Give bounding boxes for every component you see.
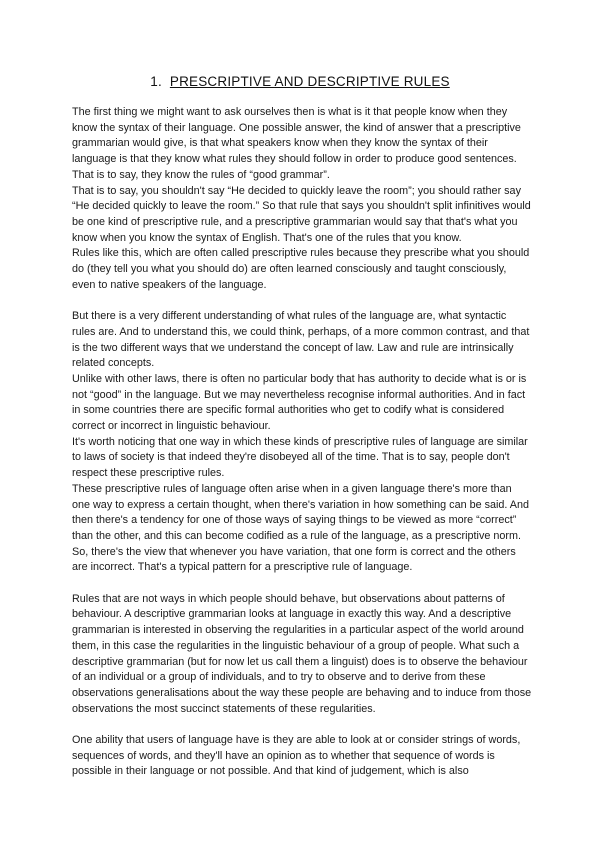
paragraph-2: That is to say, you shouldn't say “He decided to quickly leave the room”; you should rather say “He decided quickly to leave the room.” So that rule that says you shouldn't split infinitives would be one kind of prescriptive rule, and a prescriptive grammarian would say that that's what you know when you know the syntax of English. That's one of the rules that you know. xyxy=(72,184,531,244)
paragraph-8: Rules that are not ways in which people should behave, but observations about patterns of behaviour. A descriptive grammarian looks at language in exactly this way. And a descriptive grammarian is interested in observing the regularities in a particular aspect of the world around them, in this case the regularities in the linguistic behaviour of a group of people. What such a descriptive grammarian (but for now let us call them a linguist) does is to observe the behaviour of an individual or a group of individuals, and to try to observe and to derive from these observations generalisations about the way these people are behaving and to induce from those observations the most succinct statements of these regularities. xyxy=(72,592,532,715)
section-heading xyxy=(0,74,600,89)
paragraph-9: One ability that users of language have is they are able to look at or consider strings of words, sequences of words, and they'll have an opinion as to whether that sequence of words is possible in their language or not possible. And that kind of judgement, which is also xyxy=(72,734,521,778)
paragraph-3: Rules like this, which are often called prescriptive rules because they prescribe what you should do (they tell you what you should do) are often learned consciously and taught consciously, even to native speakers of the language. xyxy=(72,247,530,291)
paragraph-5: Unlike with other laws, there is often no particular body that has authority to decide what is or is not “good” in the language. But we may nevertheless recognise informal authorities. And in fact in some countries there are specific formal authorities who get to codify what is considered correct or incorrect in linguistic behaviour. xyxy=(72,372,527,433)
paragraph-7: These prescriptive rules of language often arise when in a given language there's more than one way to express a certain thought, when there's variation in how something can be said. And then there's a tendency for one of those ways of saying things to be viewed as more “correct” than the other, and this can become codified as a rule of the language, as a prescriptive norm. So, there's the view that whenever you have variation, that one form is correct and the others are incorrect. That's a typical pattern for a prescriptive rule of language. xyxy=(72,482,530,574)
document-body xyxy=(72,105,532,780)
paragraph-1: The first thing we might want to ask ourselves then is what is it that people know when they know the syntax of their language. One possible answer, the kind of answer that a prescriptive grammarian would give, is that what speakers know when they know the syntax of their language is that they know what rules they should follow in order to produce good sentences. That is to say, they know the rules of “good grammar”. xyxy=(72,106,521,181)
section-title: PRESCRIPTIVE AND DESCRIPTIVE RULES xyxy=(169,74,450,89)
section-number: 1. xyxy=(150,74,162,89)
paragraph-6: It's worth noticing that one way in which these kinds of prescriptive rules of language are similar to laws of society is that indeed they're disobeyed all of the time. That is to say, people don't respect these prescriptive rules. xyxy=(72,435,528,480)
paragraph-4: But there is a very different understanding of what rules of the language are, what syntactic rules are. And to understand this, we could think, perhaps, of a more common contrast, and that is the two different ways that we understand the concept of law. Law and rule are intrinsically related concepts. xyxy=(72,310,530,370)
